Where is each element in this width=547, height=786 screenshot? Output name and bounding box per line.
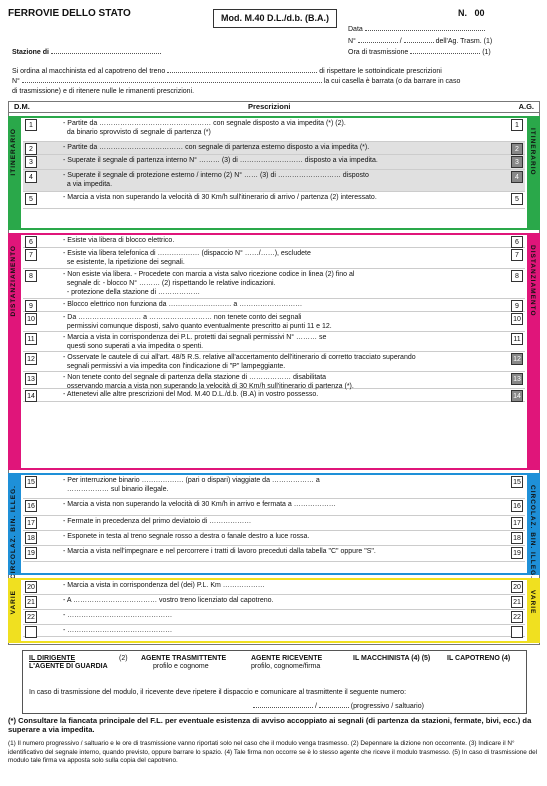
prescription-text: - Superate il segnale di protezione esterno / interno (2) N° …… (3) di ……………………… disposto a via impedita. (63, 172, 369, 188)
prescription-text: - Esiste via libera telefonica di ……………… (dispaccio N° ……/……), escludete se esistente, la ripetizione dei segnali. (63, 250, 311, 266)
dm-checkbox[interactable]: 7 (25, 249, 37, 261)
prescription-row (23, 352, 525, 372)
section-band (8, 475, 21, 579)
intro-line3: di trasmissione) e di ritenere nulle le rimanenti prescrizioni. (12, 88, 195, 95)
dm-checkbox[interactable]: 22 (25, 611, 37, 623)
prescription-row (23, 192, 525, 209)
section-circolaz-bin-illeg- (8, 473, 540, 579)
ag-checkbox[interactable]: 22 (511, 611, 523, 623)
dm-checkbox[interactable] (25, 626, 37, 638)
prescription-row (23, 372, 525, 389)
ag-checkbox[interactable]: 11 (511, 333, 523, 345)
form-number: N. 00 (458, 8, 485, 18)
dm-checkbox[interactable]: 16 (25, 500, 37, 512)
section-band (8, 235, 21, 468)
ag-checkbox[interactable]: 8 (511, 270, 523, 282)
stazione-field[interactable]: Stazione di (12, 49, 161, 56)
dm-checkbox[interactable]: 2 (25, 143, 37, 155)
prescription-text: - Esiste via libera di blocco elettrico. (63, 237, 175, 244)
prescription-text: - Marcia a vista non superando la velocità di 30 Km/h sull'itinerario di arrivo / partenza (2) interessato. (63, 194, 377, 201)
prescription-text: - Marcia a vista non superando la velocità di 30 Km/h in arrivo e fermata a ……………… (63, 501, 336, 508)
intro-line1: Si ordina al macchinista ed al capotreno del treno di rispettare le sottoindicate prescrizioni (12, 68, 442, 75)
prescription-row (23, 235, 525, 248)
ag-checkbox[interactable]: 20 (511, 581, 523, 593)
dm-checkbox[interactable]: 6 (25, 236, 37, 248)
prescription-row (23, 531, 525, 546)
prescription-row (23, 155, 525, 170)
ag-checkbox[interactable]: 10 (511, 313, 523, 325)
section-band (8, 580, 21, 641)
section-band (527, 580, 540, 641)
prescription-row (23, 170, 525, 192)
prescription-text: - Superate il segnale di partenza interno N° ……… (3) di ……………………… disposto a via impedita. (63, 157, 378, 164)
prescription-text: - Marcia a vista in corrispondenza dei P.L. protetti dai segnali permissivi N° ……… se questi sono superati a via impedita o spenti. (63, 334, 327, 350)
dm-checkbox[interactable]: 3 (25, 156, 37, 168)
prescription-text: - Non tenete conto del segnale di partenza della stazione di ……………… disabilitata osservando marcia a vista non superando la velocità di 30 Km/h sull'itinerario di partenza (*). (63, 374, 354, 390)
ag-checkbox[interactable]: 6 (511, 236, 523, 248)
footnote-star: (*) Consultare la fiancata principale del F.L. per eventuale esistenza di avviso accoppiato ai segnali (di partenza da stazioni, fermate, bivi, ecc.) da superare a via impedita. (8, 716, 532, 734)
section-label: CIRCOLAZ. BIN. ILLEG. (10, 485, 17, 579)
prescription-text: - Osservate le cautele di cui all'art. 48/5 R.S. relative all'accertamento dell'itinerario di corretto tracciato superando segnali permissivi a via impedita con l'indicazione di "P" lampeggiante. (63, 354, 416, 370)
ag-checkbox[interactable]: 19 (511, 547, 523, 559)
dm-checkbox[interactable]: 13 (25, 373, 37, 385)
prescription-text: - Non esiste via libera. - Procedete con marcia a vista salvo ricezione codice in linea (2) fino al segnale di: - blocco N° ……… (2) rispettando le relative indicazioni. - protezione della stazione di ……………… (63, 271, 355, 296)
prescription-text: - Marcia a vista in corrispondenza del (dei) P.L. Km ……………… (63, 582, 265, 589)
prescription-text: - Blocco elettrico non funziona da ……………………… a ……………………… (63, 301, 303, 308)
signature-box: IL DIRIGENTE L'AGENTE DI GUARDIA (2) AGENTE TRASMITTENTE profilo e cognome AGENTE RICEVENTE profilo, cognome/firma IL MACCHINISTA (4) (5) IL CAPOTRENO (4) In caso di trasmissione del modulo, il ricevente deve ripetere il dispaccio e comunicare al trasmittente il seguente numero: / (progressivo / saltuario) (22, 650, 527, 714)
ag-checkbox[interactable]: 1 (511, 119, 523, 131)
ag-checkbox[interactable]: 5 (511, 193, 523, 205)
dm-checkbox[interactable]: 9 (25, 300, 37, 312)
section-label: DISTANZIAMENTO (529, 245, 536, 317)
dm-checkbox[interactable]: 21 (25, 596, 37, 608)
ag-checkbox[interactable]: 21 (511, 596, 523, 608)
prescription-row (23, 475, 525, 499)
prescription-row (23, 332, 525, 352)
prescription-row (23, 248, 525, 269)
prescription-text: - ……………………………………… (63, 612, 173, 619)
dm-checkbox[interactable]: 12 (25, 353, 37, 365)
prescription-text: - Per interruzione binario ……………… (pari o dispari) viaggiate da ……………… a ……………… sul binario illegale. (63, 477, 320, 493)
section-label: VARIE (10, 590, 17, 615)
prescription-row (23, 580, 525, 595)
prescription-text: - Partite da ………………………………………… con segnale disposto a via impedita (*) (2). da binario sprovvisto di segnale di partenza (*) (63, 120, 346, 136)
prescription-row (23, 595, 525, 610)
data-field[interactable]: Data (348, 26, 485, 33)
ag-checkbox[interactable]: 18 (511, 532, 523, 544)
dm-checkbox[interactable]: 4 (25, 171, 37, 183)
section-label: CIRCOLAZ. BIN. ILLEG. (529, 485, 536, 579)
n-field[interactable]: N° / dell'Ag. Trasm. (1) (348, 38, 493, 45)
prescription-text: - Da ……………………… a ……………………… non tenete conto dei segnali permissivi comunque disposti, salvo quanto eventualmente prescritto ai punti 11 e 12. (63, 314, 332, 330)
section-itinerario (8, 116, 540, 230)
prescription-row (23, 546, 525, 562)
prescription-row (23, 269, 525, 299)
section-label: ITINERARIO (529, 128, 536, 176)
ag-checkbox[interactable]: 15 (511, 476, 523, 488)
dm-checkbox[interactable]: 18 (25, 532, 37, 544)
prescription-text: - ……………………………………… (63, 627, 173, 634)
prescription-row (23, 516, 525, 531)
prescription-row (23, 610, 525, 625)
ag-checkbox[interactable]: 14 (511, 390, 523, 402)
doc-title: FERROVIE DELLO STATO (8, 8, 131, 19)
prescription-text: - Partite da ……………………………… con segnale di partenza esterno disposto a via impedita (*). (63, 144, 370, 151)
ag-checkbox[interactable]: 3 (511, 156, 523, 168)
section-varie (8, 578, 540, 643)
dm-checkbox[interactable]: 5 (25, 193, 37, 205)
ag-checkbox[interactable]: 12 (511, 353, 523, 365)
section-label: VARIE (529, 590, 536, 615)
prescription-text: - Attenetevi alle altre prescrizioni del Mod. M.40 D.L./d.b. (B.A) in vostro possesso. (63, 391, 319, 398)
section-label: DISTANZIAMENTO (10, 245, 17, 317)
ag-checkbox[interactable]: 4 (511, 171, 523, 183)
ag-checkbox[interactable]: 9 (511, 300, 523, 312)
prescription-text: - A ……………………………… vostro treno licenziato dal capotreno. (63, 597, 274, 604)
table-header: D.M. Prescrizioni A.G. (8, 101, 540, 113)
model-box: Mod. M.40 D.L./d.b. (B.A.) (213, 9, 337, 28)
section-band (527, 118, 540, 228)
footnote-notes: (1) Il numero progressivo / saltuario e le ore di trasmissione vanno riportati solo nel caso che il modulo venga trasmesso. (2) Depennare la dizione non occorrente. (3) Indicare il N° identificativo del segnale interno, quando previsto, oppure barrare lo spazio. (4) Tale firma non occorre se è lo stesso agente che riceve il modulo trasmesso. (5) In caso di trasmissione del modulo tale firma va apposta solo sulla copia del capotreno. (8, 740, 538, 764)
section-distanziamento (8, 233, 540, 470)
dm-checkbox[interactable]: 1 (25, 119, 37, 131)
dm-checkbox[interactable]: 17 (25, 517, 37, 529)
intro-line2: N° la cui casella è barrata (o da barrare in caso (12, 78, 461, 85)
dm-checkbox[interactable]: 14 (25, 390, 37, 402)
prescription-text: - Esponete in testa al treno segnale rosso a destra o fanale destro a luce rossa. (63, 533, 310, 540)
section-band (527, 235, 540, 468)
prescription-text: - Marcia a vista nell'impegnare e nel percorrere i tratti di lavoro preceduti dalla tabella "C" oppure "S". (63, 548, 376, 555)
dm-checkbox[interactable]: 10 (25, 313, 37, 325)
section-band (527, 475, 540, 579)
ora-field[interactable]: Ora di trasmissione (1) (348, 49, 491, 56)
dm-checkbox[interactable]: 8 (25, 270, 37, 282)
dm-checkbox[interactable]: 20 (25, 581, 37, 593)
ag-checkbox[interactable] (511, 626, 523, 638)
prescription-text: - Fermate in precedenza del primo deviatoio di ……………… (63, 518, 252, 525)
ag-checkbox[interactable]: 13 (511, 373, 523, 385)
ag-checkbox[interactable]: 17 (511, 517, 523, 529)
prescription-row (23, 299, 525, 312)
ag-checkbox[interactable]: 7 (511, 249, 523, 261)
prescription-row (23, 499, 525, 516)
prescription-row (23, 625, 525, 637)
section-band (8, 118, 21, 228)
prescription-row (23, 142, 525, 155)
ag-checkbox[interactable]: 2 (511, 143, 523, 155)
prescription-row (23, 312, 525, 332)
dm-checkbox[interactable]: 15 (25, 476, 37, 488)
ag-checkbox[interactable]: 16 (511, 500, 523, 512)
prescription-row (23, 389, 525, 402)
dm-checkbox[interactable]: 19 (25, 547, 37, 559)
dm-checkbox[interactable]: 11 (25, 333, 37, 345)
prescription-row (23, 118, 525, 142)
section-label: ITINERARIO (10, 128, 17, 176)
